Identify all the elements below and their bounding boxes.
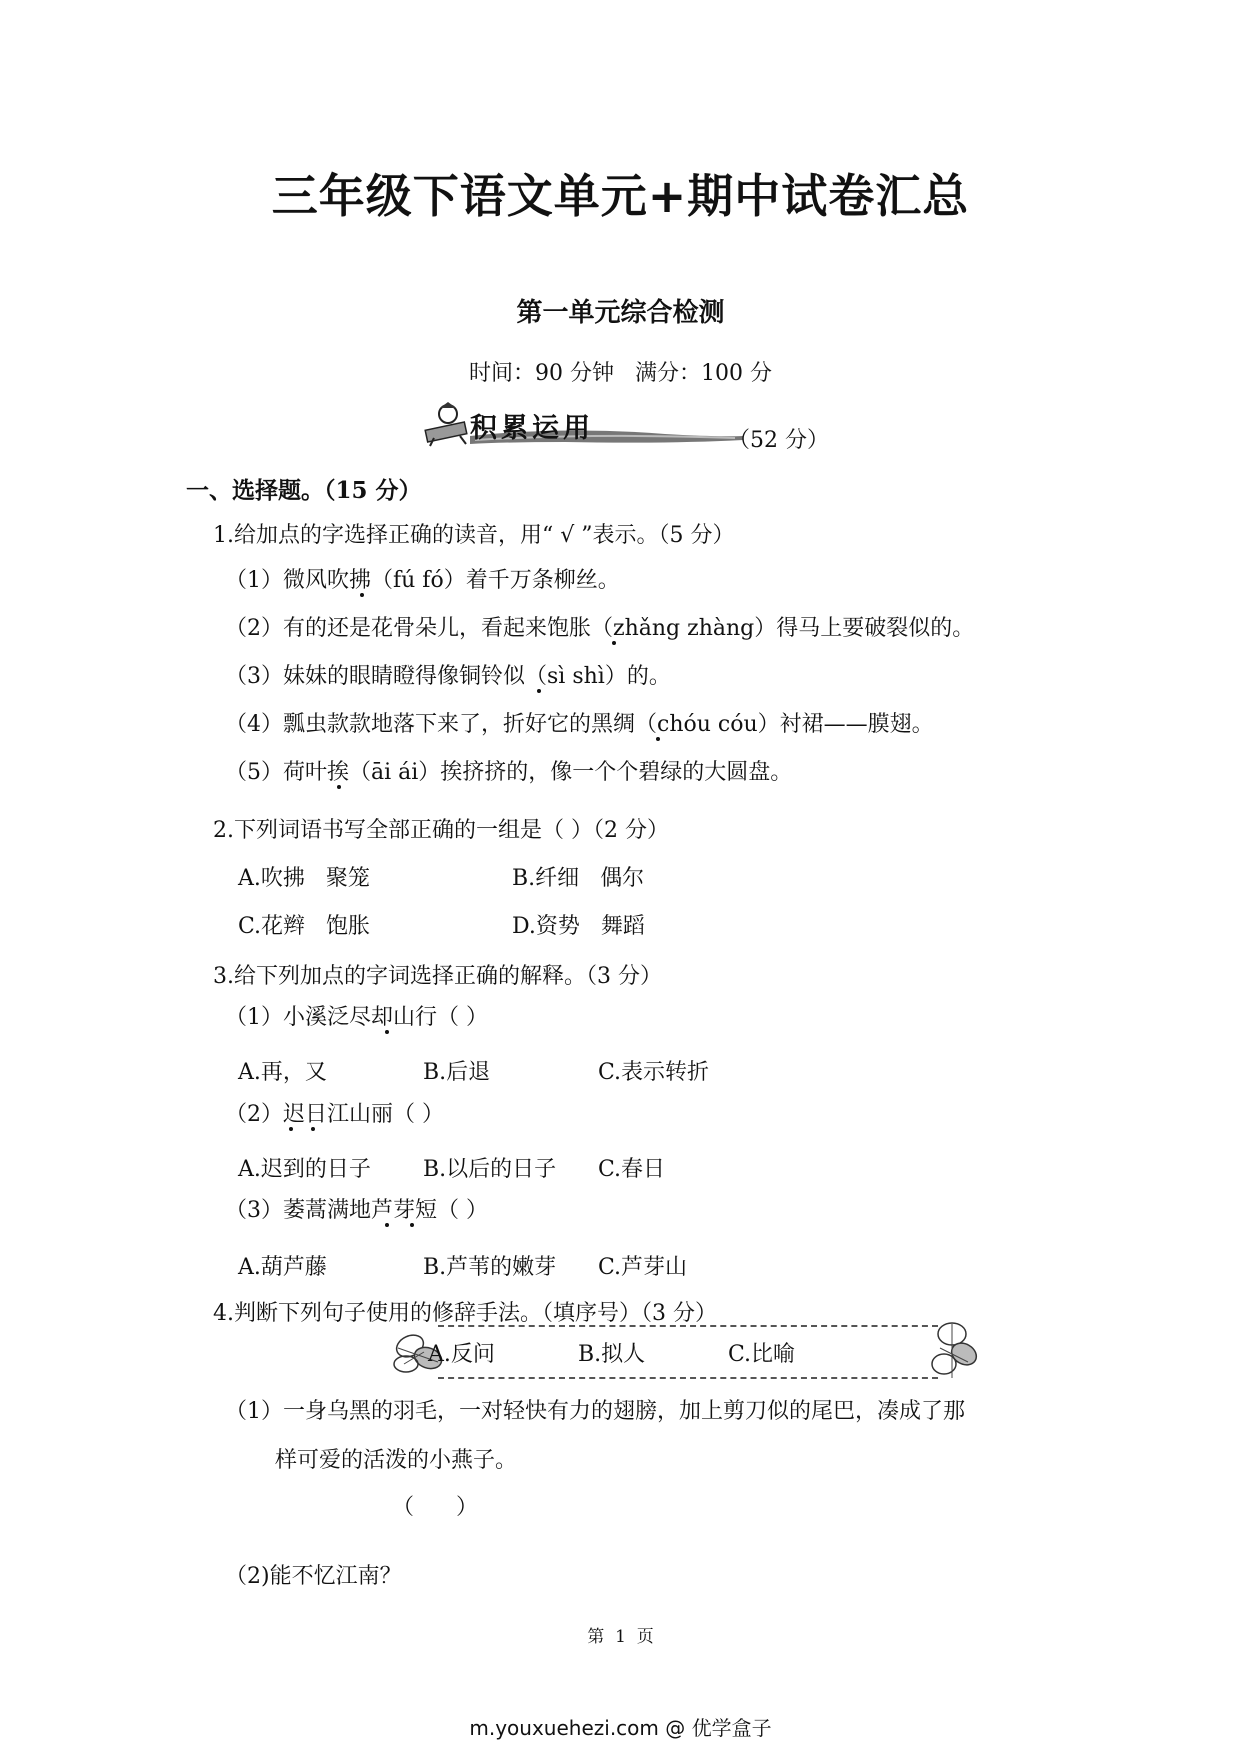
emphasis-dot [656, 737, 660, 741]
q3-item-3-option-b: B.芦苇的嫩芽 [423, 1255, 557, 1280]
emphasis-dot [410, 1223, 414, 1227]
q2-option-b: B.纤细 偶尔 [512, 866, 645, 891]
question-4-stem: 4.判断下列句子使用的修辞手法。（填序号）（3 分） [213, 1301, 717, 1326]
q4-item-1-answer-blank[interactable]: （ ） [392, 1495, 478, 1520]
section-heading: 一、选择题。（15 分） [186, 477, 422, 504]
section-banner-label: 积累运用 [470, 413, 594, 444]
q2-option-a: A.吹拂 聚笼 [238, 866, 370, 891]
leaf-decoration-icon [922, 1318, 984, 1382]
q1-item-5: （5）荷叶挨（āi ái）挨挤挤的，像一个个碧绿的大圆盘。 [225, 760, 793, 785]
section-banner-score: （52 分） [728, 428, 829, 453]
q3-item-1: （1）小溪泛尽却山行（ ） [225, 1005, 488, 1030]
q1-item-3: （3）妹妹的眼睛瞪得像铜铃似（sì shì）的。 [225, 664, 671, 689]
emphasis-dot [289, 1127, 293, 1131]
emphasis-dot [337, 785, 341, 789]
emphasis-dot [385, 1030, 389, 1034]
emphasis-dot [612, 641, 616, 645]
q3-item-3: （3）萎蒿满地芦芽短（ ） [225, 1198, 488, 1223]
q3-item-2-option-b: B.以后的日子 [423, 1157, 557, 1182]
q3-item-3-option-c: C.芦芽山 [598, 1255, 688, 1280]
page-number: 第 1 页 [587, 1627, 654, 1647]
q3-item-1-option-a: A.再，又 [238, 1060, 327, 1085]
question-1-stem: 1.给加点的字选择正确的读音，用“ √ ”表示。（5 分） [213, 523, 735, 548]
q3-item-2-option-c: C.春日 [598, 1157, 666, 1182]
q4-item-1-line-2: 样可爱的活泼的小燕子。 [275, 1448, 518, 1473]
unit-title: 第一单元综合检测 [516, 298, 725, 328]
question-3-stem: 3.给下列加点的字词选择正确的解释。（3 分） [213, 964, 662, 989]
emphasis-dot [537, 689, 541, 693]
q3-item-1-option-c: C.表示转折 [598, 1060, 710, 1085]
q2-option-c: C.花辫 饱胀 [238, 914, 371, 939]
q2-option-d: D.资势 舞蹈 [512, 914, 645, 939]
rhetoric-choice-b: B.拟人 [578, 1342, 646, 1367]
emphasis-dot [385, 1223, 389, 1227]
q1-item-4: （4）瓢虫款款地落下来了，折好它的黑绸（chóu cóu）衬裙——膜翅。 [225, 712, 934, 737]
q3-item-3-option-a: A.葫芦藤 [238, 1255, 327, 1280]
reading-figure-icon [420, 400, 476, 448]
q4-item-1-line-1: （1）一身乌黑的羽毛，一对轻快有力的翅膀，加上剪刀似的尾巴，凑成了那 [225, 1399, 965, 1424]
rhetoric-choice-a: A.反问 [428, 1342, 495, 1367]
q1-item-2: （2）有的还是花骨朵儿，看起来饱胀（zhǎng zhàng）得马上要破裂似的。 [225, 616, 975, 641]
emphasis-dot [311, 1127, 315, 1131]
rhetoric-choice-c: C.比喻 [728, 1342, 796, 1367]
time-score-line: 时间：90 分钟 满分：100 分 [469, 361, 772, 386]
rhetoric-choices-box [438, 1325, 938, 1379]
question-2-stem: 2.下列词语书写全部正确的一组是（ ）（2 分） [213, 818, 669, 843]
q3-item-2: （2）迟日江山丽（ ） [225, 1102, 444, 1127]
q3-item-2-option-a: A.迟到的日子 [238, 1157, 371, 1182]
site-watermark: m.youxuehezi.com @ 优学盒子 [469, 1716, 772, 1740]
q3-item-1-option-b: B.后退 [423, 1060, 491, 1085]
emphasis-dot [360, 593, 364, 597]
main-title: 三年级下语文单元+期中试卷汇总 [271, 169, 970, 223]
q1-item-1: （1）微风吹拂（fú fó）着千万条柳丝。 [225, 568, 620, 593]
q4-item-2: （2)能不忆江南？ [225, 1564, 402, 1589]
